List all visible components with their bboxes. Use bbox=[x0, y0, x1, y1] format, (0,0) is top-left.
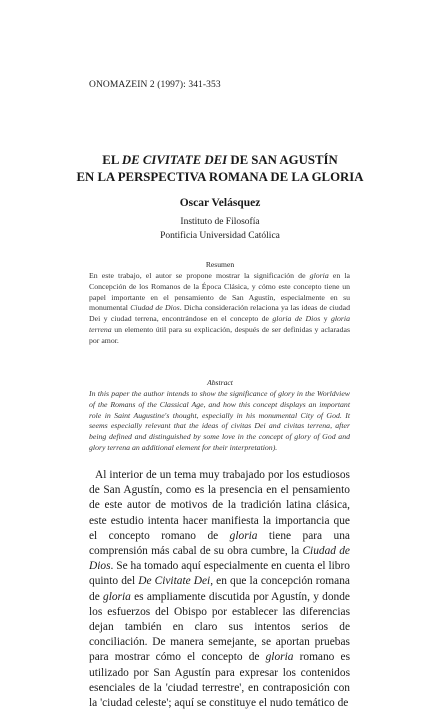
resumen-part: . Dicha consideración relaciona ya las ideas de ciudad Dei y ciudad terrena, encontrándose en el concepto de bbox=[89, 303, 350, 324]
resumen-emphasis: gloria bbox=[309, 271, 329, 280]
body-part: es ampliamente discutida por Agustín, y donde los esfuerzos del Obispo por establecer las diferencias dejan también en claro sus intentos serios de conciliación. De manera semejante, se aportan pruebas para mostrar cómo el concepto de bbox=[89, 590, 350, 664]
title-prefix: EL bbox=[102, 153, 122, 167]
affiliation bbox=[60, 215, 380, 243]
resumen-heading: Resumen bbox=[205, 260, 235, 269]
body-part: , en que la concepción romana de bbox=[89, 575, 350, 603]
body-paragraph bbox=[89, 468, 350, 711]
body-emphasis: De Civitate Dei bbox=[138, 575, 211, 588]
abstract-heading: Abstract bbox=[207, 378, 233, 387]
title-suffix: DE SAN AGUSTÍN bbox=[227, 153, 338, 167]
body-emphasis: Ciudad de Dios bbox=[89, 545, 350, 573]
title-line-2: EN LA PERSPECTIVA ROMANA DE LA GLORIA bbox=[76, 170, 364, 184]
resumen-part: en la Concepción de los Romanos de la Época Clásica, y cómo este concepto tiene un papel importante en el pensamiento de San Agustín, especialmente en su monumental bbox=[89, 271, 350, 313]
body-emphasis: gloria bbox=[265, 651, 294, 664]
resumen-emphasis: gloria terrena bbox=[89, 314, 350, 334]
body-emphasis: gloria bbox=[103, 590, 131, 603]
body-part: . Se ha tomado aquí especialmente en cuenta el libro quinto del bbox=[89, 560, 350, 588]
title-italic: DE CIVITATE DEI bbox=[121, 153, 228, 167]
body-part: romano es utilizado por San Agustín para expresar los contenidos esenciales de la 'ciudad terrestre', en contraposición con la 'ciudad celeste'; aquí se constituye el nudo temático de bbox=[89, 651, 351, 710]
body-part: Al interior de un tema muy trabajado por los estudiosos de San Agustín, como es la presencia en el pensamiento de este autor de motivos de la tradición latina clásica, este estudio intenta hacer manifiesta la importancia que el concepto romano de bbox=[89, 469, 350, 542]
affiliation-line-2: Pontificia Universidad Católica bbox=[160, 231, 280, 241]
resumen-part: En este trabajo, el autor se propone mostrar la significación de bbox=[89, 271, 310, 280]
resumen-text bbox=[89, 271, 350, 347]
resumen-part: un elemento útil para su explicación, después de ser definidas y aclaradas por amor. bbox=[89, 324, 350, 345]
body-emphasis: gloria bbox=[229, 529, 258, 542]
resumen-emphasis: gloria de Dios bbox=[272, 314, 321, 324]
resumen-emphasis: Ciudad de Dios bbox=[130, 303, 180, 313]
title-line-1 bbox=[60, 152, 380, 169]
body-part: tiene para una comprensión más cabal de su obra cumbre, la bbox=[89, 529, 350, 558]
journal-reference: ONOMAZEIN 2 (1997): 341-353 bbox=[89, 80, 221, 90]
paper-title bbox=[60, 152, 380, 186]
affiliation-line-1: Instituto de Filosofía bbox=[180, 217, 260, 227]
abstract-text: In this paper the author intends to show the significance of glory in the Worldview of the Romans of the Classical Age, and how this concept displays an important role in Saint Augustine's thought, especially in his monumental City of God. It seems especially relevant that the ideas of civitas Dei and civitas terrena, after being defined and distinguished by some love in the concept of glory of God and glory terrena an additional element for their interpretation). bbox=[89, 389, 350, 452]
resumen-part: y bbox=[320, 314, 331, 324]
author-name: Oscar Velásquez bbox=[179, 197, 261, 209]
